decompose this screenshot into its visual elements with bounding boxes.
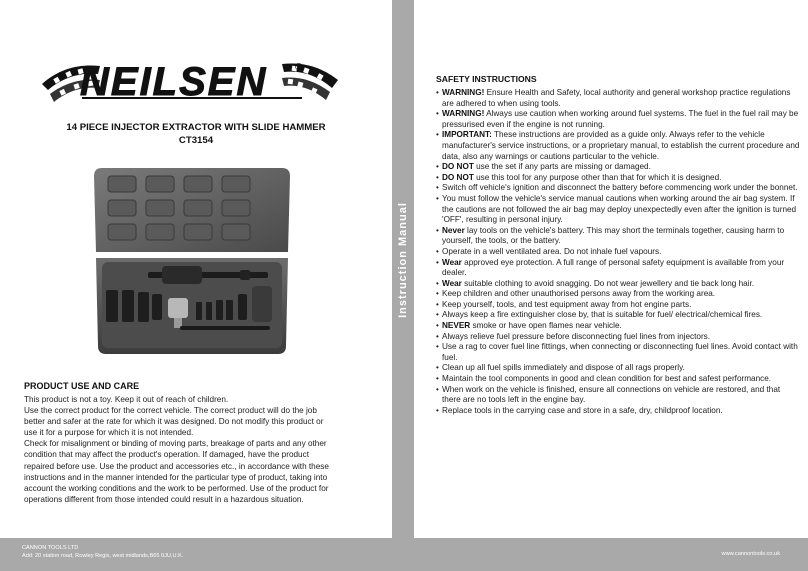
footer-address: Add: 20 station road, Rowley Regis, west midlands,B65 0JU,U.K. — [22, 553, 184, 559]
safety-item-emphasis: IMPORTANT: — [442, 130, 492, 140]
safety-item — [436, 258, 800, 279]
safety-item-text: Keep yourself, tools, and test equipment away from hot engine parts. — [442, 299, 692, 309]
care-line: Check for misalignment or binding of moving parts, breakage of parts and any other — [24, 439, 327, 449]
safety-item-text: You must follow the vehicle's service manual cautions when working around the air bag system. If the cautions are not followed the air bag may deploy unexpectedly even after the ignition is turned 'OFF', resulting in personal injury. — [442, 193, 797, 225]
safety-list — [436, 88, 800, 416]
footer-website[interactable]: www.cannontools.co.uk — [721, 551, 780, 557]
safety-item-text: When work on the vehicle is finished, ensure all connections on vehicle are restored, and that there are no tools left in the engine bay. — [442, 384, 781, 405]
safety-item-emphasis: NEVER — [442, 321, 471, 331]
safety-item — [436, 385, 800, 406]
safety-item-emphasis: DO NOT — [442, 162, 474, 172]
safety-item-text: Clean up all fuel spills immediately and dispose of all rags properly. — [442, 363, 685, 373]
product-case-photo — [92, 162, 292, 362]
safety-item-text: Switch off vehicle's ignition and disconnect the battery before commencing work under the bonnet. — [442, 183, 798, 193]
safety-item-text: Always use caution when working around fuel systems. The fuel in the fuel rail may be pressurised even if the engine is not running. — [442, 109, 799, 129]
product-title: 14 PIECE INJECTOR EXTRACTOR WITH SLIDE HAMMER — [66, 122, 326, 133]
footer-company-block — [22, 544, 183, 560]
care-line: use it for a purpose for which it is not intended. — [24, 428, 194, 438]
safety-item-text: Keep children and other unauthorised persons away from the working area. — [442, 289, 716, 299]
safety-item — [436, 183, 800, 194]
safety-item — [436, 88, 800, 109]
safety-item-text: Operate in a well ventilated area. Do not inhale fuel vapours. — [442, 246, 662, 256]
footer-company-name: CANNON TOOLS LTD — [22, 545, 79, 551]
safety-item-text: Maintain the tool components in good and clean condition for best and safest performance. — [442, 374, 772, 384]
safety-item — [436, 363, 800, 374]
safety-item — [436, 162, 800, 173]
registered-mark: ® — [295, 62, 303, 73]
care-line: Use the correct product for the correct vehicle. The correct product will do the job — [24, 406, 317, 416]
care-line: This product is not a toy. Keep it out of reach of children. — [24, 395, 229, 404]
safety-item — [436, 332, 800, 343]
safety-item — [436, 109, 800, 130]
safety-heading: SAFETY INSTRUCTIONS — [436, 74, 537, 84]
safety-item — [436, 173, 800, 184]
safety-item-emphasis: Never — [442, 225, 465, 235]
safety-item-text: Replace tools in the carrying case and store in a safe, dry, childproof location. — [442, 405, 723, 415]
safety-item — [436, 289, 800, 300]
safety-item-emphasis: DO NOT — [442, 172, 474, 182]
right-page — [414, 0, 808, 538]
safety-item-text: use this tool for any purpose other than that for which it is designed. — [473, 172, 722, 182]
neilsen-logo — [40, 54, 340, 110]
safety-item-emphasis: Wear — [442, 278, 462, 288]
safety-item-text: approved eye protection. A full range of personal safety equipment is available from your dealer. — [442, 257, 785, 278]
product-care-heading: PRODUCT USE AND CARE — [24, 381, 140, 391]
left-page — [0, 0, 392, 538]
safety-item-text: lay tools on the vehicle's battery. This may short the terminals together, causing harm to yourself, the tools, or the battery. — [442, 225, 785, 246]
safety-item-text: use the set if any parts are missing or damaged. — [473, 162, 651, 172]
care-line: instructions and in the manner intended for the particular type of product, taking into — [24, 472, 328, 482]
safety-item-text: Use a rag to cover fuel line fittings, when connecting or disconnecting fuel lines. Avoid contact with fuel. — [442, 342, 798, 362]
safety-item — [436, 130, 800, 162]
safety-item — [436, 226, 800, 247]
safety-item-text: Always relieve fuel pressure before disconnecting fuel lines from injectors. — [442, 331, 711, 341]
care-line: operations different from those intended could result in a hazardous situation. — [24, 494, 304, 504]
safety-item-emphasis: WARNING! — [442, 109, 485, 119]
safety-item — [436, 279, 800, 290]
care-line: account the working conditions and the work to be performed. Use of the product for — [24, 483, 329, 493]
spine-label: Instruction Manual — [397, 202, 409, 318]
care-line: repaired before use. Use the product and accessories etc., in accordance with these — [24, 461, 329, 471]
footer-band — [0, 538, 808, 571]
safety-item-text: suitable clothing to avoid snagging. Do not wear jewellery and tie back long hair. — [461, 278, 755, 288]
safety-item — [436, 374, 800, 385]
care-line: condition that may affect the product's operation. If damaged, have the product — [24, 450, 309, 460]
safety-item — [436, 406, 800, 417]
safety-item — [436, 300, 800, 311]
safety-item — [436, 247, 800, 258]
spine-label-wrap — [392, 160, 414, 360]
safety-item-emphasis: WARNING! — [442, 88, 485, 97]
safety-item-text: Always keep a fire extinguisher close by, that is suitable for fuel/ electrical/chemical fires. — [442, 310, 763, 320]
logo-brand-text: NEILSEN — [80, 60, 268, 104]
safety-item — [436, 194, 800, 226]
product-care-body — [24, 394, 380, 505]
product-code: CT3154 — [178, 135, 214, 146]
safety-item — [436, 321, 800, 332]
safety-item-text: These instructions are provided as a guide only. Always refer to the vehicle manufacturer's service instructions, or a proprietary manual, to establish the current procedure and data, also any warnings or cautions particular to the vehicle. — [442, 130, 800, 161]
safety-item-emphasis: Wear — [442, 257, 462, 267]
care-line: better and safer at the rate for which it was designed. Do not modify this product or — [24, 417, 324, 427]
safety-item-text: smoke or have open flames near vehicle. — [470, 321, 622, 331]
safety-item-text: Ensure Health and Safety, local authority and general workshop practice regulations are adhered to when using tools. — [442, 88, 791, 108]
safety-item — [436, 310, 800, 321]
safety-item — [436, 342, 800, 363]
